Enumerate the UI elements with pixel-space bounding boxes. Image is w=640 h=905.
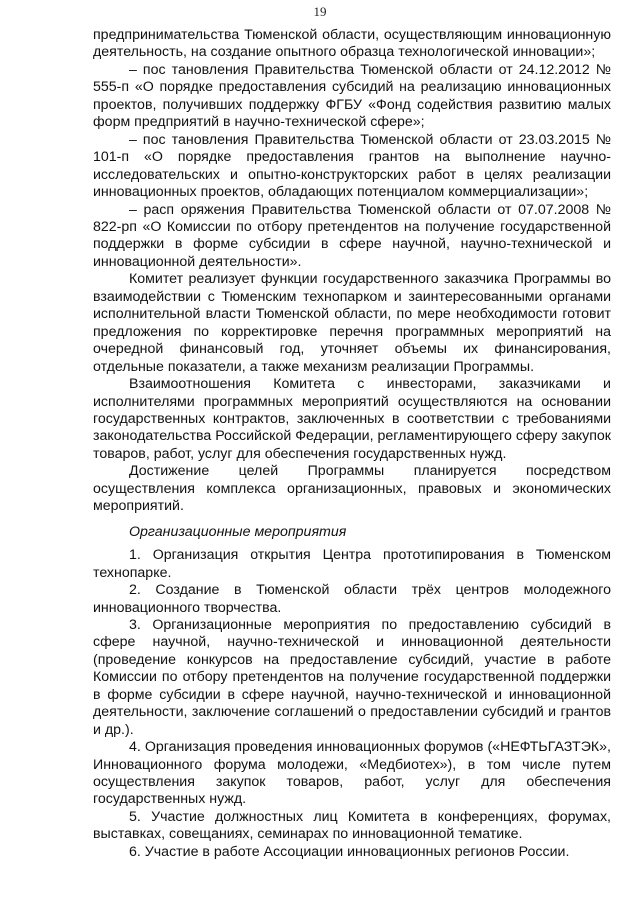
paragraph: Взаимоотношения Комитета с инвесторами, заказчиками и исполнителями программных мероприятий осуществляются на основании государственных контрактов, заключенных в соответствии с требованиями законодательства Российской Федерации, регламентирующего сферу закупок товаров, работ, услуг для обеспечения государственных нужд.	[93, 376, 611, 462]
legal-reference-item: – расп оряжения Правительства Тюменской области от 07.07.2008 № 822-рп «О Комиссии по отбору претендентов на получение государственной поддержки в форме субсидии в сфере научной, научно-технической и инновационной деятельности».	[93, 201, 611, 270]
list-item: 1. Организация открытия Центра прототипирования в Тюменском технопарке.	[93, 547, 611, 581]
paragraph-continuation: предпринимательства Тюменской области, осуществляющим инновационную деятельность, на создание опытного образца технологической инновации»;	[93, 27, 611, 61]
legal-reference-item: – пос тановления Правительства Тюменской области от 24.12.2012 № 555-п «О порядке предоставления субсидий на реализацию инновационных проектов, получивших поддержку ФГБУ «Фонд содействия развитию малых форм предприятий в научно-технической сфере»;	[93, 61, 611, 131]
paragraph: Достижение целей Программы планируется посредством осуществления комплекса организационных, правовых и экономических мероприятий.	[93, 463, 611, 515]
legal-reference-item: – пос тановления Правительства Тюменской области от 23.03.2015 № 101-п «О порядке предоставления грантов на выполнение научно-исследовательских и опытно-конструкторских работ в целях реализации инновационных проектов, обладающих потенциалом коммерциализации»;	[93, 131, 611, 201]
list-item: 5. Участие должностных лиц Комитета в конференциях, форумах, выставках, совещаниях, семинарах по инновационной тематике.	[93, 808, 611, 843]
paragraph: Комитет реализует функции государственного заказчика Программы во взаимодействии с Тюменским технопарком и заинтересованными органами исполнительной власти Тюменской области, по мере необходимости готовит предложения по корректировке перечня программных мероприятий на очередной финансовый год, уточняет объемы их финансирования, отдельные показатели, а также механизм реализации Программы.	[93, 271, 611, 375]
page-number: 19	[313, 4, 327, 19]
list-item: 3. Организационные мероприятия по предоставлению субсидий в сфере научной, научно-технической и инновационной деятельности (проведение конкурсов на предоставление субсидий, участие в работе Комиссии по отбору претендентов на получение государственной поддержки в форме субсидии в сфере научной, научно-технической и инновационной деятельности, заключение соглашений о предоставлении субсидий и грантов и др.).	[93, 616, 611, 738]
section-heading: Организационные мероприятия	[129, 523, 347, 540]
list-item: 4. Организация проведения инновационных форумов («НЕФТЬГАЗТЭК», Инновационного форума молодежи, «Медбиотех»), в том числе путем осуществления закупок товаров, работ, услуг для обеспечения государственных нужд.	[93, 739, 611, 808]
document-body	[93, 27, 611, 861]
list-item: 6. Участие в работе Ассоциации инновационных регионов России.	[129, 843, 570, 860]
list-item: 2. Создание в Тюменской области трёх центров молодежного инновационного творчества.	[93, 582, 611, 616]
